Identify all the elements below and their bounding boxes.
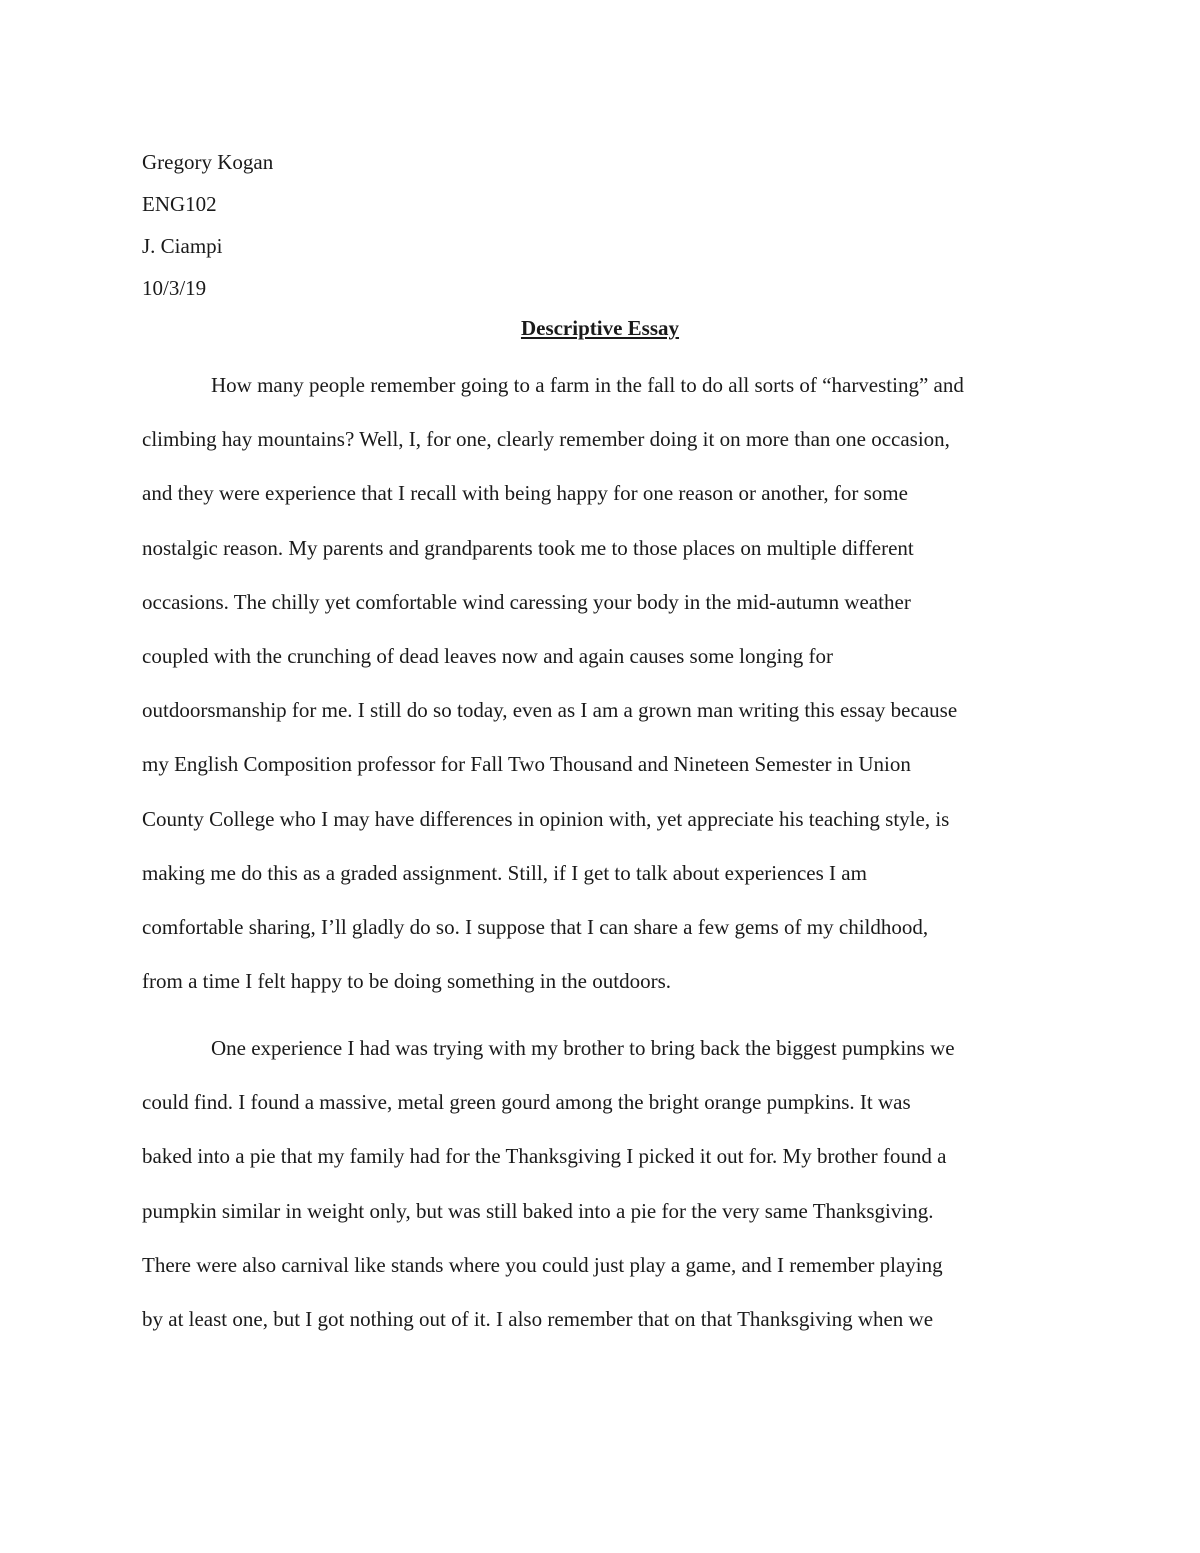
paragraph-line: How many people remember going to a farm in the fall to do all sorts of “harvesting” and	[211, 373, 964, 397]
paragraph-1	[142, 358, 1058, 1008]
essay-header	[142, 141, 1058, 309]
paragraph-line: coupled with the crunching of dead leaves now and again causes some longing for	[142, 643, 834, 668]
author-name: Gregory Kogan	[142, 150, 274, 174]
paragraph-line: and they were experience that I recall with being happy for one reason or another, for some	[142, 481, 908, 506]
paragraph-line: nostalgic reason. My parents and grandparents took me to those places on multiple different	[142, 535, 914, 560]
paragraph-line: One experience I had was trying with my brother to bring back the biggest pumpkins we	[211, 1036, 955, 1060]
essay-date: 10/3/19	[142, 276, 207, 300]
paragraph-line: my English Composition professor for Fall Two Thousand and Nineteen Semester in Union	[142, 752, 911, 777]
instructor-name: J. Ciampi	[142, 234, 223, 258]
paragraph-line: pumpkin similar in weight only, but was still baked into a pie for the very same Thanksgiving.	[142, 1198, 934, 1223]
paragraph-line: from a time I felt happy to be doing something in the outdoors.	[142, 969, 671, 994]
essay-title: Descriptive Essay	[520, 316, 680, 340]
paragraph-2	[142, 1021, 1058, 1346]
paragraph-line: could find. I found a massive, metal green gourd among the bright orange pumpkins. It was	[142, 1090, 911, 1115]
paragraph-line: baked into a pie that my family had for the Thanksgiving I picked it out for. My brother found a	[142, 1144, 947, 1169]
paragraph-line: outdoorsmanship for me. I still do so today, even as I am a grown man writing this essay because	[142, 698, 958, 723]
paragraph-line: by at least one, but I got nothing out of it. I also remember that on that Thanksgiving when we	[142, 1306, 934, 1331]
course-code: ENG102	[142, 192, 217, 216]
paragraph-line: County College who I may have differences in opinion with, yet appreciate his teaching style, is	[142, 806, 950, 831]
paragraph-line: comfortable sharing, I’ll gladly do so. I suppose that I can share a few gems of my childhood,	[142, 914, 929, 939]
paragraph-line: occasions. The chilly yet comfortable wind caressing your body in the mid-autumn weather	[142, 589, 911, 614]
paragraph-line: making me do this as a graded assignment. Still, if I get to talk about experiences I am	[142, 860, 867, 885]
paragraph-line: There were also carnival like stands where you could just play a game, and I remember playing	[142, 1252, 943, 1277]
paragraph-line: climbing hay mountains? Well, I, for one, clearly remember doing it on more than one occasion,	[142, 427, 950, 452]
